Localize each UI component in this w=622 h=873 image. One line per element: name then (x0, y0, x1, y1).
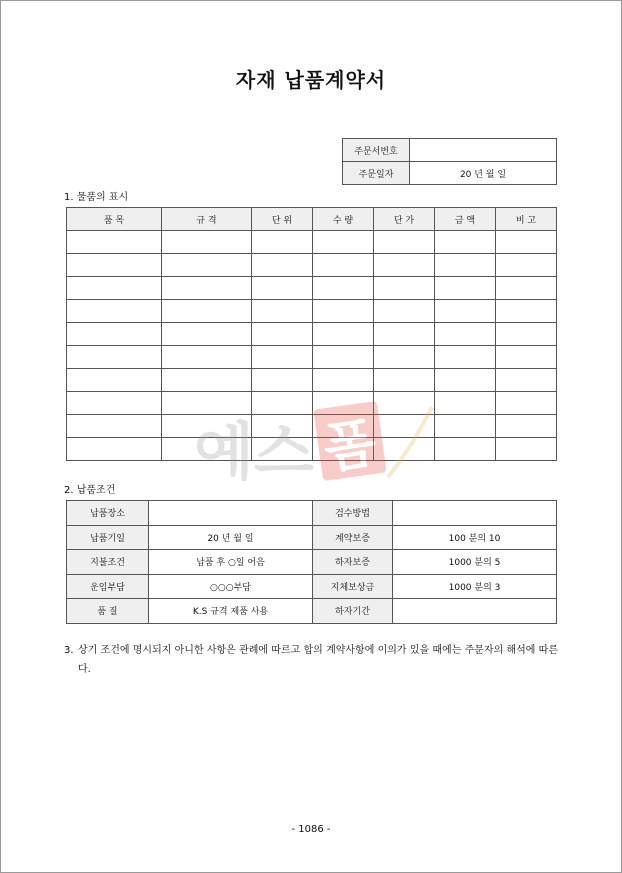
condition-row (67, 599, 557, 624)
header-remarks: 비 고 (496, 208, 557, 231)
table-cell[interactable] (162, 323, 252, 346)
table-cell[interactable] (252, 323, 313, 346)
page-number: - 1086 - (291, 824, 331, 835)
table-cell[interactable] (162, 438, 252, 461)
table-cell[interactable] (435, 438, 496, 461)
document-title: 자재 납품계약서 (235, 68, 387, 92)
table-cell[interactable] (67, 392, 162, 415)
order-date-value[interactable]: 20 년 월 일 (410, 162, 557, 185)
table-cell[interactable] (313, 346, 374, 369)
inspection-method-label: 검수방법 (313, 501, 393, 526)
table-cell[interactable] (435, 231, 496, 254)
table-cell[interactable] (252, 254, 313, 277)
table-cell[interactable] (496, 277, 557, 300)
table-cell[interactable] (252, 392, 313, 415)
table-cell[interactable] (374, 369, 435, 392)
section2-label: 2. 납품조건 (64, 485, 116, 496)
table-row (67, 369, 557, 392)
quality-label: 품 질 (67, 599, 149, 624)
table-cell[interactable] (162, 346, 252, 369)
table-cell[interactable] (496, 415, 557, 438)
payment-terms-value[interactable]: 납품 후 ○일 어음 (149, 550, 313, 575)
conditions-table (66, 500, 557, 624)
table-cell[interactable] (313, 438, 374, 461)
order-date-row (343, 162, 557, 185)
table-cell[interactable] (67, 415, 162, 438)
table-cell[interactable] (313, 392, 374, 415)
table-cell[interactable] (435, 300, 496, 323)
table-row (67, 254, 557, 277)
table-cell[interactable] (313, 323, 374, 346)
table-cell[interactable] (313, 231, 374, 254)
table-cell[interactable] (374, 392, 435, 415)
table-cell[interactable] (252, 300, 313, 323)
table-cell[interactable] (162, 369, 252, 392)
table-cell[interactable] (67, 254, 162, 277)
table-cell[interactable] (67, 323, 162, 346)
table-cell[interactable] (374, 277, 435, 300)
table-cell[interactable] (496, 300, 557, 323)
defect-guarantee-value[interactable]: 1000 분의 5 (393, 550, 557, 575)
table-cell[interactable] (313, 300, 374, 323)
table-cell[interactable] (496, 323, 557, 346)
order-number-value[interactable] (410, 139, 557, 162)
table-cell[interactable] (67, 438, 162, 461)
table-cell[interactable] (252, 346, 313, 369)
header-quantity: 수 량 (313, 208, 374, 231)
table-row (67, 323, 557, 346)
table-cell[interactable] (67, 277, 162, 300)
contract-guarantee-label: 계약보증 (313, 525, 393, 550)
table-cell[interactable] (252, 438, 313, 461)
table-cell[interactable] (162, 415, 252, 438)
svg-text:예스: 예스 (194, 415, 314, 488)
header-item-name: 품 목 (67, 208, 162, 231)
clause-3-text: 상기 조건에 명시되지 아니한 사항은 관례에 따르고 합의 계약사항에 이의가 있을 때에는 주문자의 해석에 따른다. (78, 645, 558, 675)
header-amount: 금 액 (435, 208, 496, 231)
table-cell[interactable] (67, 369, 162, 392)
defect-period-value[interactable] (393, 599, 557, 624)
delivery-date-label: 납품기일 (67, 525, 149, 550)
table-cell[interactable] (67, 346, 162, 369)
table-cell[interactable] (162, 300, 252, 323)
table-cell[interactable] (435, 254, 496, 277)
order-date-label: 주문일자 (343, 162, 410, 185)
header-spec: 규 격 (162, 208, 252, 231)
table-row (67, 277, 557, 300)
table-cell[interactable] (162, 254, 252, 277)
table-row (67, 346, 557, 369)
table-cell[interactable] (496, 392, 557, 415)
contract-guarantee-value[interactable]: 100 분의 10 (393, 525, 557, 550)
freight-burden-label: 운임부담 (67, 574, 149, 599)
items-body (67, 231, 557, 461)
table-cell[interactable] (313, 415, 374, 438)
table-cell[interactable] (162, 392, 252, 415)
table-cell[interactable] (435, 415, 496, 438)
table-cell[interactable] (67, 231, 162, 254)
table-row (67, 392, 557, 415)
table-cell[interactable] (252, 369, 313, 392)
table-cell[interactable] (496, 438, 557, 461)
delivery-place-label: 납품장소 (67, 501, 149, 526)
table-cell[interactable] (496, 346, 557, 369)
condition-row (67, 525, 557, 550)
delay-compensation-label: 지체보상금 (313, 574, 393, 599)
table-row (67, 438, 557, 461)
table-cell[interactable] (374, 231, 435, 254)
table-cell[interactable] (435, 346, 496, 369)
table-cell[interactable] (313, 254, 374, 277)
table-cell[interactable] (435, 323, 496, 346)
table-row (67, 231, 557, 254)
table-cell[interactable] (435, 369, 496, 392)
payment-terms-label: 지불조건 (67, 550, 149, 575)
condition-row (67, 574, 557, 599)
table-cell[interactable] (496, 254, 557, 277)
table-cell[interactable] (374, 323, 435, 346)
table-cell[interactable] (313, 369, 374, 392)
table-cell[interactable] (252, 415, 313, 438)
header-unit-price: 단 가 (374, 208, 435, 231)
items-header-row (67, 208, 557, 231)
items-table (66, 207, 557, 461)
table-cell[interactable] (313, 277, 374, 300)
header-unit: 단 위 (252, 208, 313, 231)
table-row (67, 415, 557, 438)
table-cell[interactable] (374, 415, 435, 438)
section1-label: 1. 물품의 표시 (64, 192, 129, 203)
quality-value[interactable]: K.S 규격 제품 사용 (149, 599, 313, 624)
table-cell[interactable] (162, 277, 252, 300)
freight-burden-value[interactable]: ○○○부담 (149, 574, 313, 599)
table-cell[interactable] (374, 346, 435, 369)
svg-text:폼: 폼 (319, 410, 380, 481)
table-cell[interactable] (374, 300, 435, 323)
clause-3 (64, 641, 558, 679)
defect-guarantee-label: 하자보증 (313, 550, 393, 575)
order-info-table (342, 138, 557, 185)
table-cell[interactable] (67, 300, 162, 323)
table-cell[interactable] (374, 254, 435, 277)
delivery-date-value[interactable]: 20 년 월 일 (149, 525, 313, 550)
defect-period-label: 하자기간 (313, 599, 393, 624)
delivery-place-value[interactable] (149, 501, 313, 526)
table-cell[interactable] (252, 277, 313, 300)
inspection-method-value[interactable] (393, 501, 557, 526)
order-number-label: 주문서번호 (343, 139, 410, 162)
table-cell[interactable] (496, 369, 557, 392)
table-cell[interactable] (435, 277, 496, 300)
clause-3-number: 3. (64, 645, 74, 656)
table-row (67, 300, 557, 323)
delay-compensation-value[interactable]: 1000 분의 3 (393, 574, 557, 599)
table-cell[interactable] (162, 231, 252, 254)
table-cell[interactable] (374, 438, 435, 461)
table-cell[interactable] (435, 392, 496, 415)
condition-row (67, 550, 557, 575)
condition-row (67, 501, 557, 526)
table-cell[interactable] (252, 231, 313, 254)
table-cell[interactable] (496, 231, 557, 254)
order-number-row (343, 139, 557, 162)
